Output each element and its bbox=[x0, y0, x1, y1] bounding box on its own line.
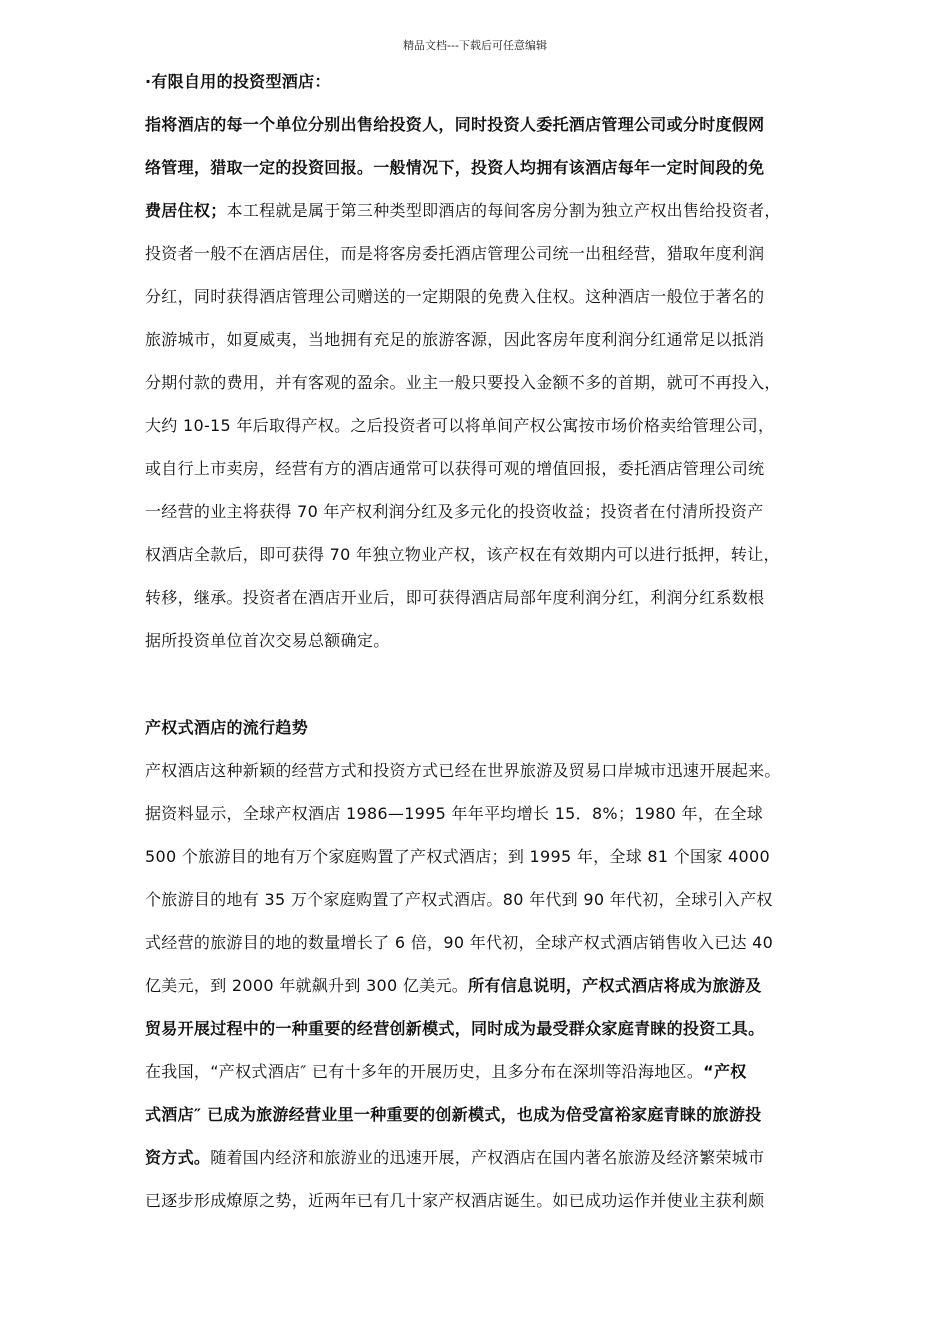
page-header: 精品文档---下载后可任意编辑 bbox=[403, 39, 547, 52]
bold-text: 资方式。 bbox=[145, 1148, 211, 1167]
paragraph-line: 一经营的业主将获得 70 年产权利润分红及多元化的投资收益；投资者在付清所投资产 bbox=[145, 502, 764, 521]
paragraph-line bbox=[145, 1060, 885, 1103]
paragraph-line: 络管理，猎取一定的投资回报。一般情况下，投资人均拥有该酒店每年一定时间段的免 bbox=[145, 158, 765, 177]
paragraph-line: 大约 10-15 年后取得产权。之后投资者可以将单间产权公寓按市场价格卖给管理公司， bbox=[145, 416, 775, 435]
bold-text: “产权 bbox=[703, 1062, 747, 1081]
section-title-trend: 产权式酒店的流行趋势 bbox=[145, 718, 309, 737]
paragraph-line: 产权酒店这种新颖的经营方式和投资方式已经在世界旅游及贸易口岸城市迅速开展起来。 bbox=[145, 761, 781, 780]
paragraph-line: 贸易开展过程中的一种重要的经营创新模式，同时成为最受群众家庭青睐的投资工具。 bbox=[145, 1019, 765, 1038]
paragraph-line: 分红，同时获得酒店管理公司赠送的一定期限的免费入住权。这种酒店一般位于著名的 bbox=[145, 287, 765, 306]
paragraph-line: 转移，继承。投资者在酒店开业后，即可获得酒店局部年度利润分红，利润分红系数根 bbox=[145, 588, 765, 607]
paragraph-line bbox=[145, 199, 885, 242]
paragraph-line: 500 个旅游目的地有万个家庭购置了产权式酒店；到 1995 年，全球 81 个国家 4000 bbox=[145, 847, 770, 866]
paragraph-line: 个旅游目的地有 35 万个家庭购置了产权式酒店。80 年代到 90 年代初，全球引入产权 bbox=[145, 890, 773, 909]
paragraph-line: 式酒店″ 已成为旅游经营业里一种重要的创新模式，也成为倍受富裕家庭青睐的旅游投 bbox=[145, 1105, 762, 1124]
paragraph-line: 投资者一般不在酒店居住，而是将客房委托酒店管理公司统一出租经营，猎取年度利润 bbox=[145, 244, 765, 263]
paragraph-line bbox=[145, 974, 885, 1017]
paragraph-line: 已逐步形成燎原之势，近两年已有几十家产权酒店诞生。如已成功运作并使业主获利颇 bbox=[145, 1191, 765, 1210]
plain-text: 亿美元，到 2000 年就飙升到 300 亿美元。 bbox=[145, 976, 469, 995]
section-spacer bbox=[145, 672, 885, 716]
bold-text: 所有信息说明，产权式酒店将成为旅游及 bbox=[468, 976, 762, 995]
paragraph-line bbox=[145, 1146, 885, 1189]
paragraph-line: 分期付款的费用，并有客观的盈余。业主一般只要投入金额不多的首期，就可不再投入， bbox=[145, 373, 781, 392]
section-title-investment-hotel: ·有限自用的投资型酒店： bbox=[145, 72, 331, 91]
plain-text: 随着国内经济和旅游业的迅速开展，产权酒店在国内著名旅游及经济繁荣城市 bbox=[210, 1148, 765, 1167]
paragraph-line: 指将酒店的每一个单位分别出售给投资人，同时投资人委托酒店管理公司或分时度假网 bbox=[145, 115, 765, 134]
paragraph-line: 或自行上市卖房，经营有方的酒店通常可以获得可观的增值回报，委托酒店管理公司统 bbox=[145, 459, 765, 478]
paragraph-line: 权酒店全款后，即可获得 70 年独立物业产权，该产权在有效期内可以进行抵押，转让， bbox=[145, 545, 780, 564]
bold-text: 费居住权； bbox=[145, 201, 227, 220]
paragraph-line: 式经营的旅游目的地的数量增长了 6 倍，90 年代初，全球产权式酒店销售收入已达 40 bbox=[145, 933, 774, 952]
paragraph-line: 旅游城市，如夏威夷，当地拥有充足的旅游客源，因此客房年度利润分红通常足以抵消 bbox=[145, 330, 765, 349]
paragraph-line: 据所投资单位首次交易总额确定。 bbox=[145, 631, 390, 650]
document-body bbox=[145, 70, 885, 1232]
paragraph-line: 据资料显示，全球产权酒店 1986—1995 年年平均增长 15．8%；1980 年，在全球 bbox=[145, 804, 764, 823]
plain-text: 在我国，“产权式酒店″ 已有十多年的开展历史，且多分布在深圳等沿海地区。 bbox=[145, 1062, 704, 1081]
plain-text: 本工程就是属于第三种类型即酒店的每间客房分割为独立产权出售给投资者， bbox=[226, 201, 781, 220]
